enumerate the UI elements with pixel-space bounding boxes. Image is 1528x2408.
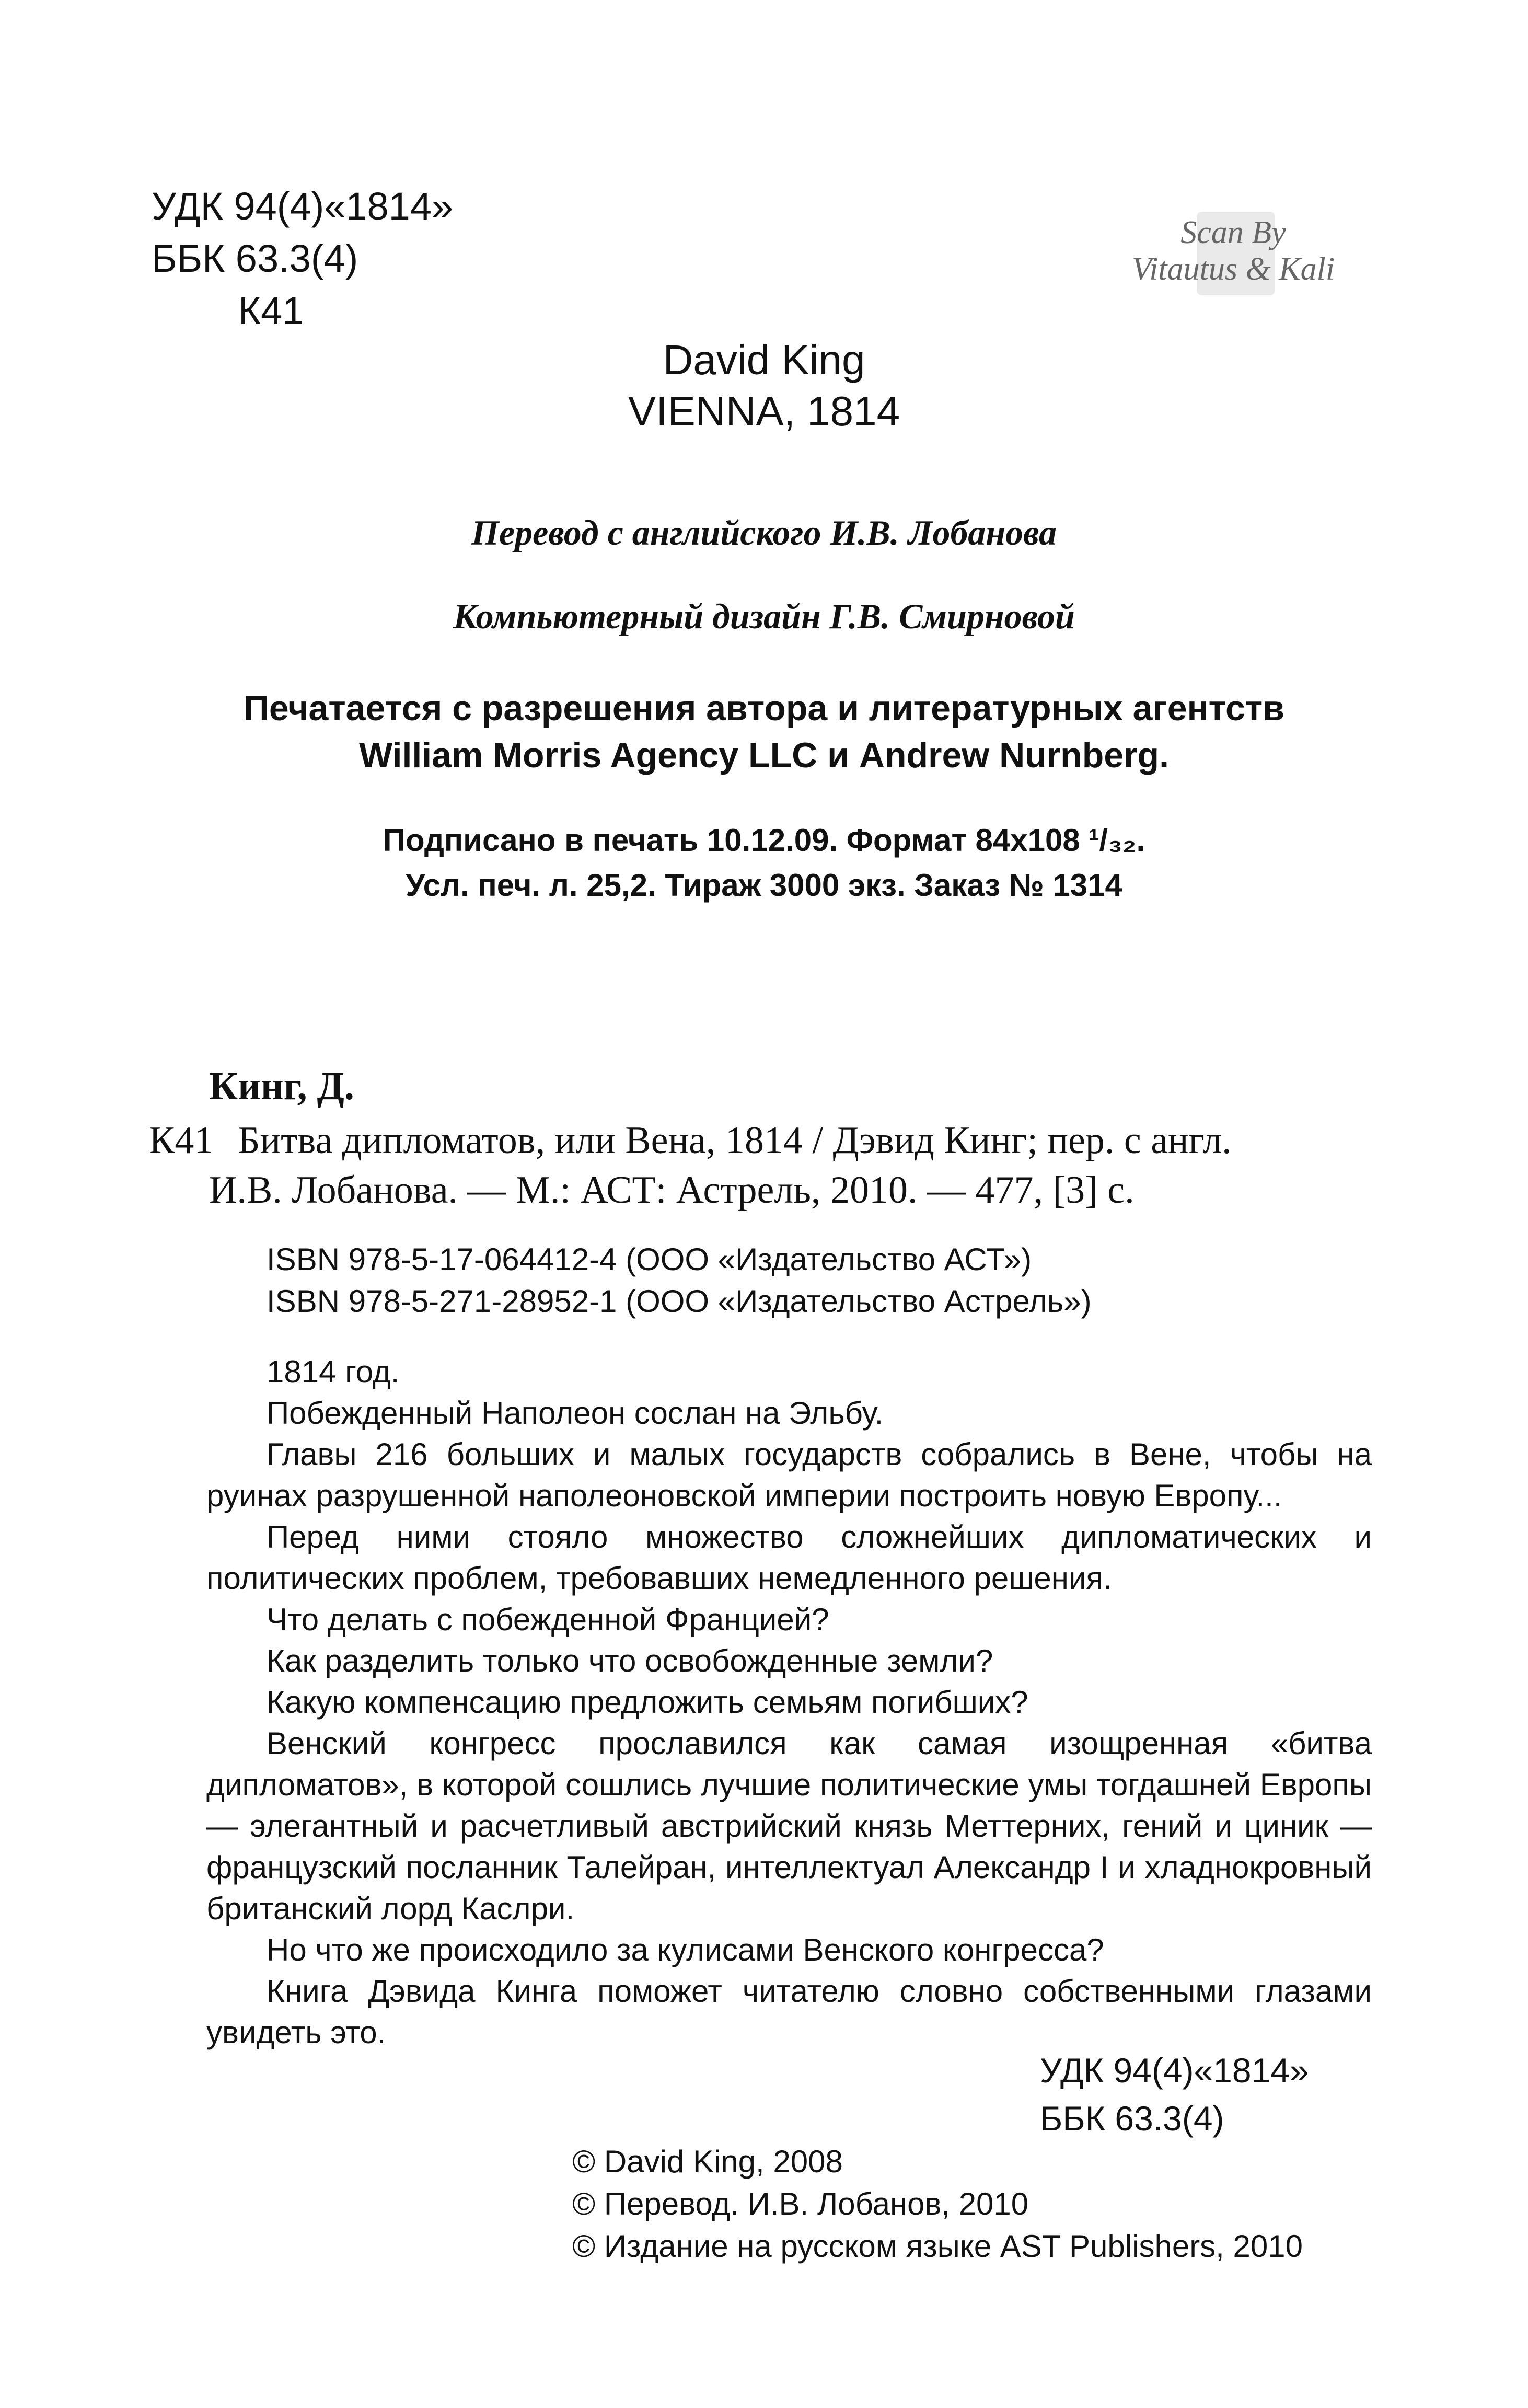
isbn-astrel: ISBN 978-5-271-28952-1 (ООО «Издательство Астрель») [267,1284,1092,1319]
bib-title-line-2: И.В. Лобанова. — М.: АСТ: Астрель, 2010. — 477, [3] с. [209,1169,1135,1212]
annotation-paragraph: Какую компенсацию предложить семьям погибших? [267,1685,1028,1720]
designer-credit: Компьютерный дизайн Г.В. Смирновой [453,596,1075,636]
print-info [0,818,1528,908]
copyright-line: © Перевод. И.В. Лобанов, 2010 [572,2186,1029,2221]
annotation-paragraph: Главы 216 больших и малых государств собрались в Вене, чтобы на руинах разрушенной наполеоновской империи построить новую Европу... [206,1437,1372,1513]
permission-note [0,685,1528,779]
original-title: VIENNA, 1814 [628,388,900,434]
original-edition [0,335,1528,437]
bib-author: Кинг, Д. [209,1064,354,1108]
footer-udk-code: УДК 94(4)«1814» [1040,2051,1309,2090]
footer-bbk-code: ББК 63.3(4) [1040,2099,1224,2138]
author-mark: К41 [238,289,304,332]
annotation [206,1351,1372,2053]
annotation-paragraph: Но что же происходило за кулисами Венского конгресса? [267,1932,1104,1967]
annotation-paragraph: Что делать с побежденной Францией? [267,1602,829,1637]
translator-credit: Перевод с английского И.В. Лобанова [471,513,1057,552]
footer-classification-codes [1040,2046,1309,2142]
classification-codes [152,180,453,337]
print-info-line-1: Подписано в печать 10.12.09. Формат 84x108 ¹/₃₂. [383,823,1145,858]
annotation-paragraph: Как разделить только что освобожденные земли? [267,1643,993,1678]
watermark-line2: Vitautus & Kali [1131,251,1335,287]
scanner-watermark [1076,201,1390,301]
permission-line-2: William Morris Agency LLC и Andrew Nurnberg. [359,735,1169,775]
bbk-code: ББК 63.3(4) [152,237,358,280]
udk-code: УДК 94(4)«1814» [152,185,454,228]
print-info-line-2: Усл. печ. л. 25,2. Тираж 3000 экз. Заказ № 1314 [406,868,1122,903]
copyright-line: © Издание на русском языке AST Publishers, 2010 [572,2229,1303,2264]
copyright-line: © David King, 2008 [572,2144,843,2179]
bib-title-line-1: Битва дипломатов, или Вена, 1814 / Дэвид Кинг; пер. с англ. [238,1119,1232,1162]
annotation-paragraph: Книга Дэвида Кинга поможет читателю словно собственными глазами увидеть это. [206,1974,1372,2050]
watermark-line1: Scan By [1180,215,1286,250]
original-author: David King [663,337,865,383]
annotation-paragraph: Венский конгресс прославился как самая изощренная «битва дипломатов», в которой сошлись лучшие политические умы тогдашней Европы — элегантный и расчетливый австрийский князь Меттерних, гений и циник — французский посланник Талейран, интеллектуал Александр I и хладнокровный британский лорд Каслри. [206,1726,1372,1926]
annotation-paragraph: Побежденный Наполеон сослан на Эльбу. [267,1396,884,1431]
annotation-paragraph: Перед ними стояло множество сложнейших дипломатических и политических проблем, требовавших немедленного решения. [206,1519,1372,1596]
annotation-paragraph: 1814 год. [267,1354,400,1389]
watermark-graphic [1076,201,1390,301]
permission-line-1: Печатается с разрешения автора и литературных агентств [244,688,1284,728]
bib-author-mark: К41 [149,1119,214,1162]
isbn-ast: ISBN 978-5-17-064412-4 (ООО «Издательство АСТ») [267,1242,1032,1277]
copyright-block [572,2140,1303,2267]
